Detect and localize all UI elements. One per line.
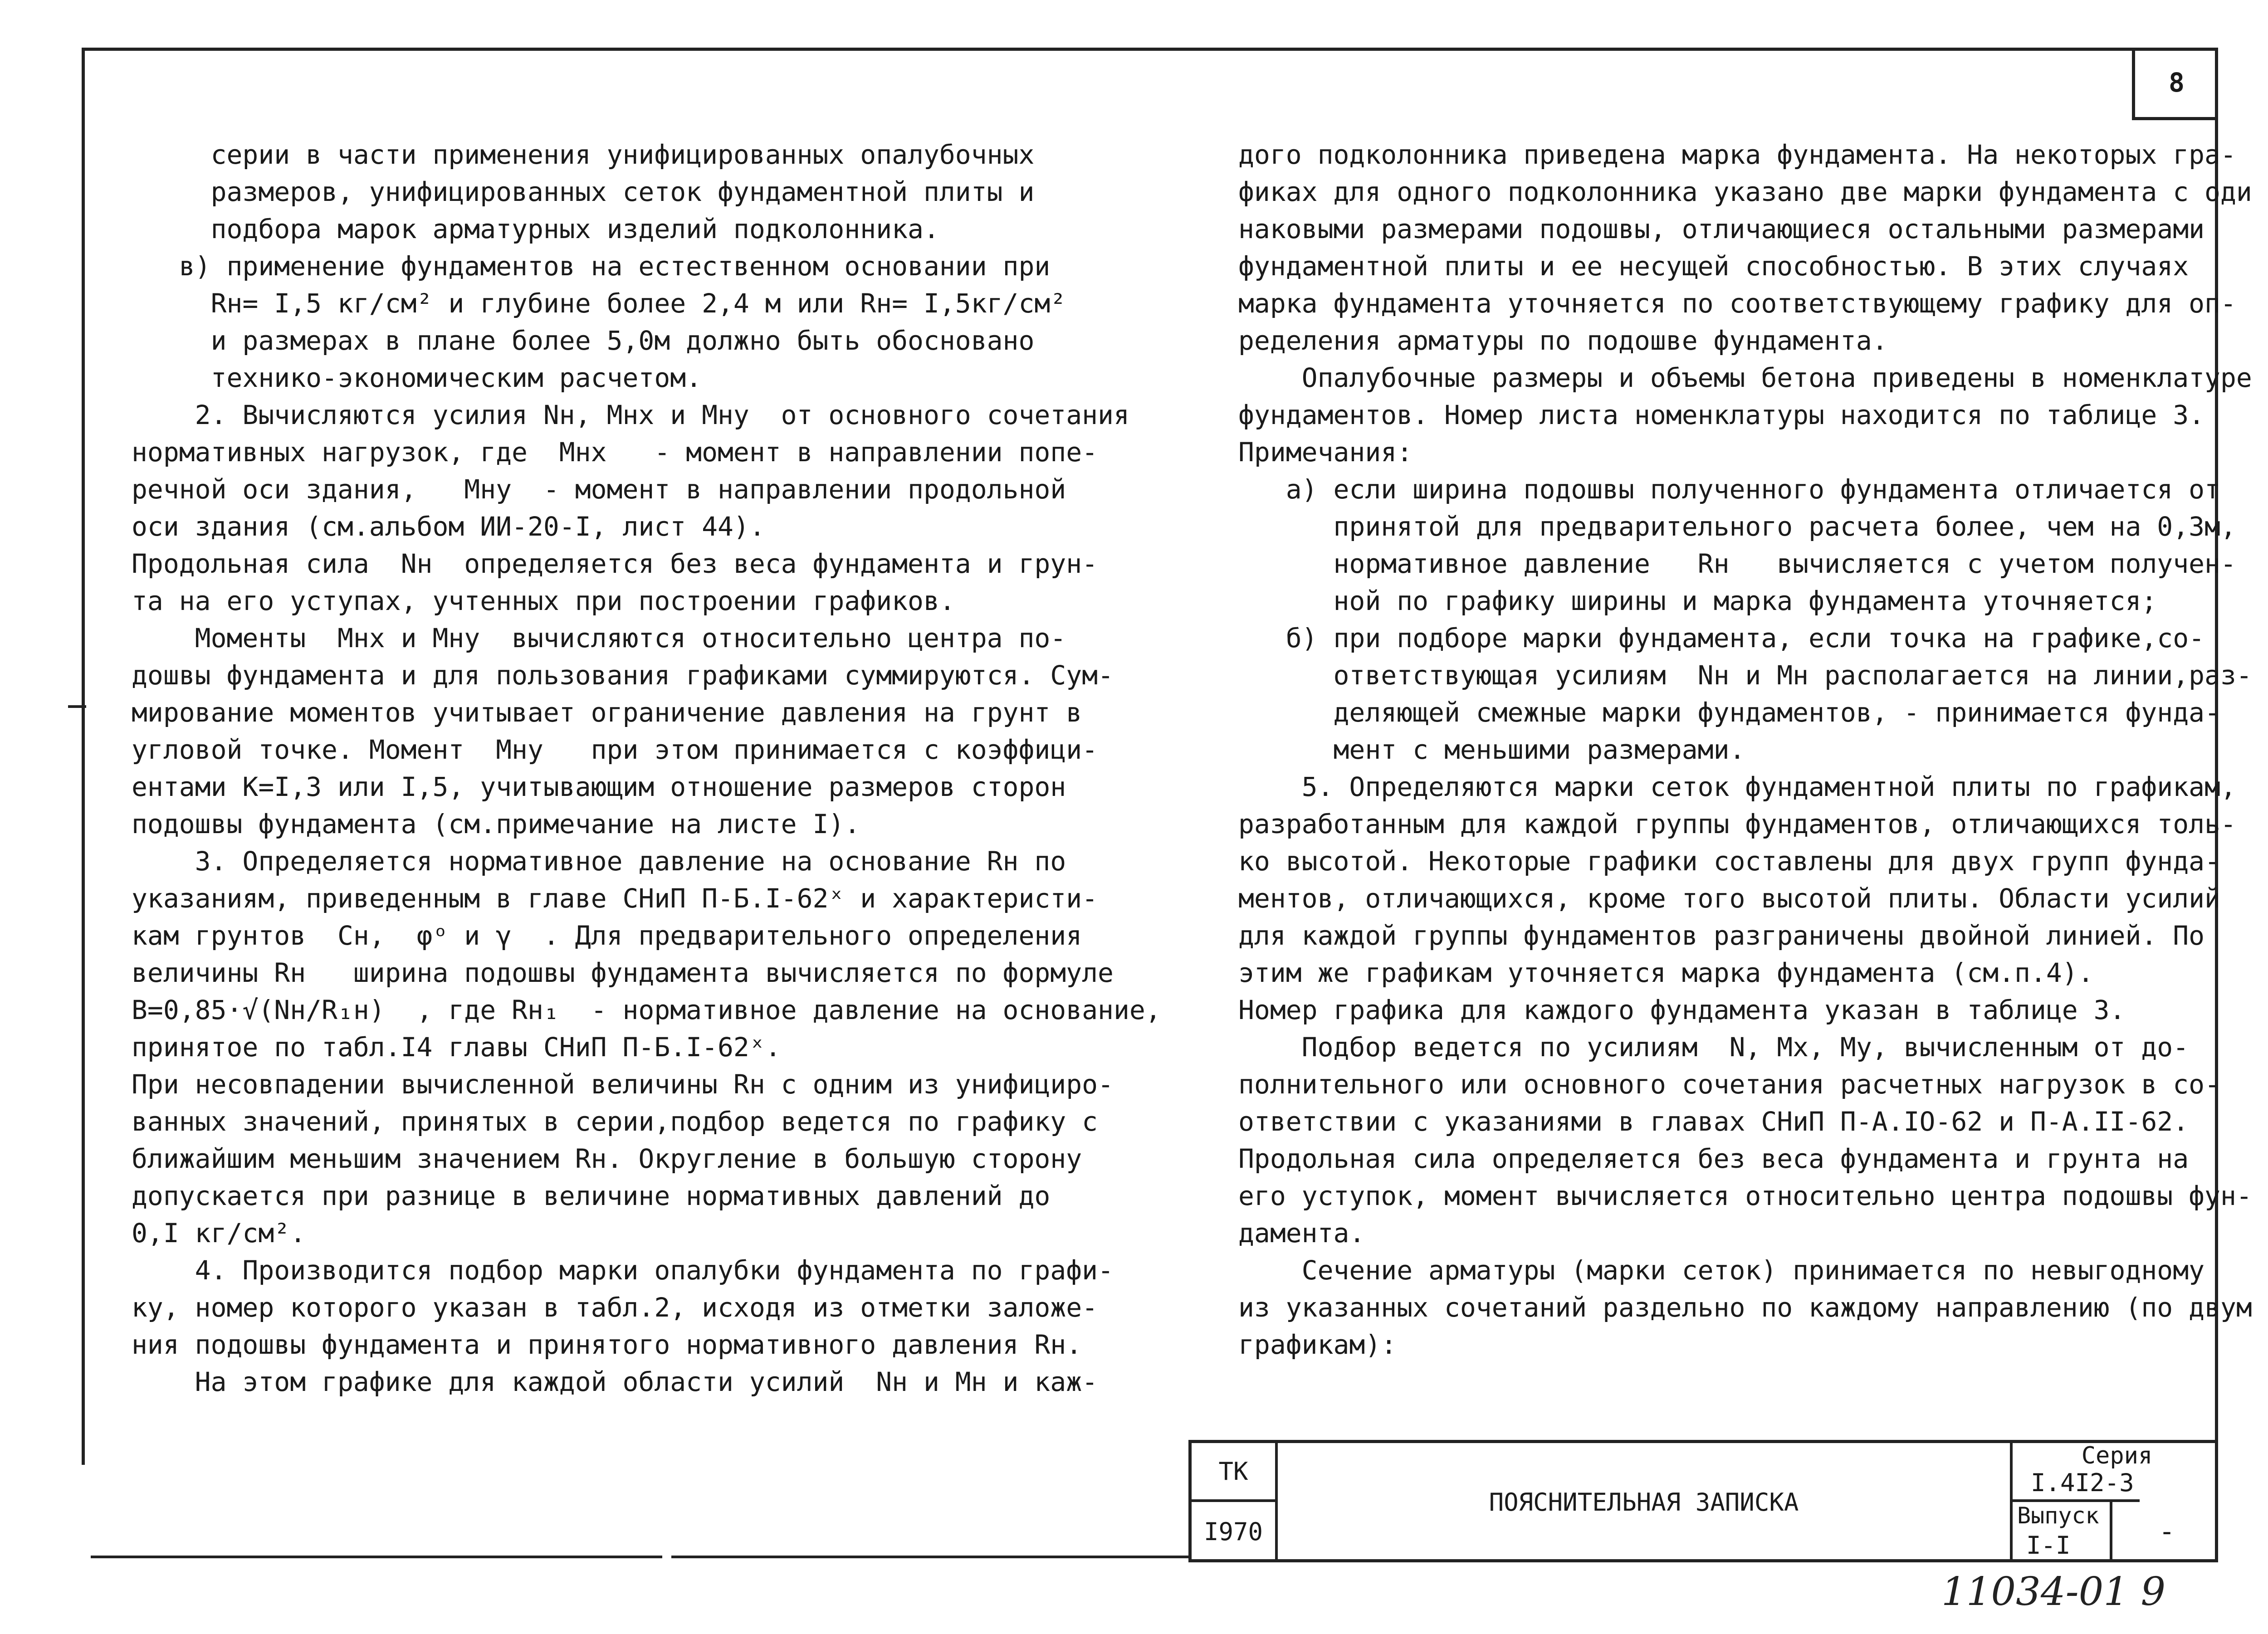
tb-year: I970 (1192, 1502, 1278, 1561)
margin-tick (68, 705, 86, 708)
text-line: Опалубочные размеры и объемы бетона приведены в номенклатуре (1238, 362, 2252, 393)
text-line: нормативных нагрузок, где Mнx - момент в направлении попе- (132, 437, 1098, 468)
text-line: полнительного или основного сочетания расчетных нагрузок в со- (1238, 1069, 2220, 1100)
text-line: 5. Определяются марки сеток фундаментной плиты по графикам, (1238, 771, 2236, 802)
text-line: мент с меньшими размерами. (1238, 734, 1745, 765)
text-line: дошвы фундамента и для пользования графиками суммируются. Сум- (132, 660, 1114, 691)
text-line: Моменты Mнx и Mнy вычисляются относительно центра по- (132, 623, 1066, 654)
text-line: в) применение фундаментов на естественном основании при (132, 251, 1051, 282)
tb-series-label: Серия (2081, 1442, 2153, 1469)
text-line: ментов, отличающихся, кроме того высотой плиты. Области усилий (1238, 883, 2220, 914)
text-line: дого подколонника приведена марка фундамента. На некоторых гра- (1238, 139, 2236, 170)
text-line: ближайшим меньшим значением Rн. Округление в большую сторону (132, 1143, 1082, 1174)
text-line: ко высотой. Некоторые графики составлены для двух групп фунда- (1238, 846, 2220, 877)
text-line: разработанным для каждой группы фундаментов, отличающихся толь- (1238, 809, 2236, 839)
text-line: а) если ширина подошвы полученного фундамента отличается от (1238, 474, 2220, 505)
text-line: его уступок, момент вычисляется относительно центра подошвы фун- (1238, 1180, 2252, 1211)
text-line: Rн= I,5 кг/см² и глубине более 2,4 м или Rн= I,5кг/см² (132, 288, 1066, 319)
text-line: графикам): (1238, 1329, 1397, 1360)
text-line: 0,I кг/см². (132, 1218, 306, 1249)
text-line: ку, номер которого указан в табл.2, исходя из отметки заложе- (132, 1292, 1098, 1323)
text-line: серии в части применения унифицированных опалубочных (132, 139, 1035, 170)
text-line: дамента. (1238, 1218, 1365, 1249)
text-line: Сечение арматуры (марки сеток) принимается по невыгодному (1238, 1255, 2205, 1286)
right-text-column (1238, 136, 2252, 1363)
text-line: фиках для одного подколонника указано две марки фундамента с оди (1238, 176, 2252, 207)
text-line: При несовпадении вычисленной величины Rн с одним из унифициро- (132, 1069, 1114, 1100)
text-line: 4. Производится подбор марки опалубки фундамента по графи- (132, 1255, 1114, 1286)
text-line: фундаментной плиты и ее несущей способностью. В этих случаях (1238, 251, 2189, 282)
text-line: ответствующая усилиям Nн и Mн располагается на линии,раз- (1238, 660, 2252, 691)
tb-series-value: I.4I2-3 (2013, 1466, 2140, 1502)
text-line: 3. Определяется нормативное давление на основание Rн по (132, 846, 1066, 877)
text-line: деляющей смежные марки фундаментов, - принимается фунда- (1238, 697, 2220, 728)
text-line: Подбор ведется по усилиям N, Mx, My, вычисленным от до- (1238, 1032, 2189, 1063)
text-line: размеров, унифицированных сеток фундаментной плиты и (132, 176, 1035, 207)
text-line: Номер графика для каждого фундамента указан в таблице 3. (1238, 995, 2126, 1025)
text-line: принятой для предварительного расчета более, чем на 0,3м, (1238, 511, 2236, 542)
text-line: ответствии с указаниями в главах СНиП П-А.IO-62 и П-А.II-62. (1238, 1106, 2189, 1137)
text-line: наковыми размерами подошвы, отличающиеся остальными размерами (1238, 214, 2205, 244)
tb-sheet: - (2158, 1516, 2175, 1547)
text-line: На этом графике для каждой области усилий Nн и Mн и каж- (132, 1366, 1098, 1397)
text-line: Продольная сила определяется без веса фундамента и грунта на (1238, 1143, 2189, 1174)
text-line: ной по графику ширины и марка фундамента уточняется; (1238, 585, 2157, 616)
text-line: указаниям, приведенным в главе СНиП П-Б.I-62ˣ и характеристи- (132, 883, 1098, 914)
text-line: ванных значений, принятых в серии,подбор ведется по графику с (132, 1106, 1098, 1137)
handwritten-archive-number: 11034-01 9 (1941, 1569, 2166, 1614)
text-line: оси здания (см.альбом ИИ-20-I, лист 44). (132, 511, 765, 542)
text-line: марка фундамента уточняется по соответствующему графику для оп- (1238, 288, 2236, 319)
page-number: 8 (2132, 48, 2218, 120)
text-line: мирование моментов учитывает ограничение давления на грунт в (132, 697, 1082, 728)
tb-issue-label: Выпуск (2013, 1502, 2112, 1529)
text-line: технико-экономическим расчетом. (132, 362, 702, 393)
text-line: подбора марок арматурных изделий подколонника. (132, 214, 939, 244)
text-line: нормативное давление Rн вычисляется с учетом получен- (1238, 548, 2236, 579)
tb-issue-value: I-I (2013, 1529, 2112, 1561)
text-line: величины Rн ширина подошвы фундамента вычисляется по формуле (132, 957, 1114, 988)
text-line: та на его уступах, учтенных при построении графиков. (132, 585, 955, 616)
text-line: ентами K=I,3 или I,5, учитывающим отношение размеров сторон (132, 771, 1066, 802)
left-text-column (132, 136, 1161, 1400)
tb-document-title: ПОЯСНИТЕЛЬНАЯ ЗАПИСКА (1278, 1443, 2013, 1561)
text-line: из указанных сочетаний раздельно по каждому направлению (по двум (1238, 1292, 2252, 1323)
text-line: принятое по табл.I4 главы СНиП П-Б.I-62ˣ. (132, 1032, 781, 1063)
text-line: и размерах в плане более 5,0м должно быть обосновано (132, 325, 1035, 356)
text-line: этим же графикам уточняется марка фундамента (см.п.4). (1238, 957, 2094, 988)
title-block (1188, 1440, 2218, 1562)
text-line: угловой точке. Момент Mнy при этом принимается с коэффици- (132, 734, 1098, 765)
text-line: б) при подборе марки фундамента, если точка на графике,со- (1238, 623, 2205, 654)
text-line: 2. Вычисляются усилия Nн, Mнx и Mнy от основного сочетания (132, 400, 1129, 430)
text-line: подошвы фундамента (см.примечание на листе I). (132, 809, 860, 839)
text-line: фундаментов. Номер листа номенклатуры находится по таблице 3. (1238, 400, 2205, 430)
text-line: речной оси здания, Mнy - момент в направлении продольной (132, 474, 1066, 505)
tb-organization: ТК (1192, 1443, 1278, 1502)
text-line: Примечания: (1238, 437, 1413, 468)
text-line: кам грунтов Cн, φᵒ и γ . Для предварительного определения (132, 920, 1082, 951)
text-line: ния подошвы фундамента и принятого нормативного давления Rн. (132, 1329, 1082, 1360)
text-line: для каждой группы фундаментов разграничены двойной линией. По (1238, 920, 2205, 951)
text-line: ределения арматуры по подошве фундамента. (1238, 325, 1888, 356)
text-line: Продольная сила Nн определяется без веса фундамента и грун- (132, 548, 1098, 579)
text-line: допускается при разнице в величине нормативных давлений до (132, 1180, 1051, 1211)
text-line: B=0,85·√(Nн/R₁н) , где Rн₁ - нормативное давление на основание, (132, 995, 1161, 1025)
bottom-rule-mid (671, 1556, 1188, 1558)
bottom-rule-left (91, 1556, 662, 1558)
